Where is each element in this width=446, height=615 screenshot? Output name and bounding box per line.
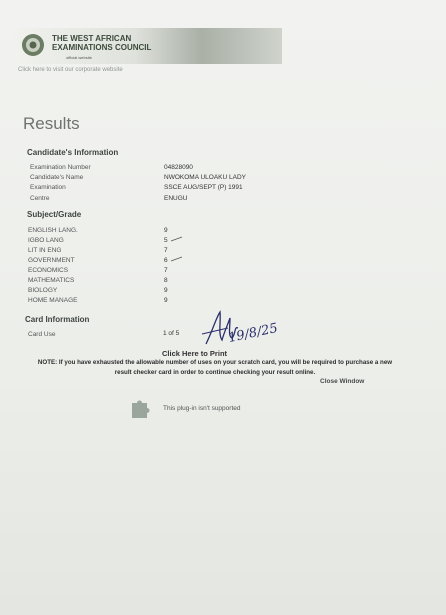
- subject-grade: 7: [164, 267, 168, 274]
- corporate-website-link[interactable]: Click here to visit our corporate website: [18, 67, 123, 73]
- subject-name: ECONOMICS: [28, 267, 69, 274]
- label-exam-number: Examination Number: [30, 164, 91, 171]
- org-name-line2: EXAMINATIONS COUNCIL: [52, 43, 152, 52]
- value-candidate-name: NWOKOMA ULOAKU LADY: [164, 174, 246, 181]
- org-name-line1: THE WEST AFRICAN: [52, 34, 132, 43]
- subject-grade: 5: [164, 237, 168, 244]
- subject-name: HOME MANAGE: [28, 297, 78, 304]
- subject-grade: 9: [164, 227, 168, 234]
- handwritten-tick-icon: [170, 256, 184, 262]
- value-centre: ENUGU: [164, 195, 188, 202]
- scratch-card-note: [32, 358, 398, 378]
- subject-name: MATHEMATICS: [28, 277, 75, 284]
- value-examination: SSCE AUG/SEPT (P) 1991: [164, 184, 243, 191]
- handwritten-tick-icon: [170, 236, 184, 242]
- org-tagline: official website: [66, 55, 92, 60]
- label-candidate-name: Candidate's Name: [30, 174, 84, 181]
- candidate-info-heading: Candidate's Information: [27, 148, 119, 157]
- page-title: Results: [23, 114, 80, 133]
- subject-grade: 6: [164, 257, 168, 264]
- value-exam-number: 04828090: [164, 164, 193, 171]
- subject-name: LIT IN ENG: [28, 247, 62, 254]
- label-centre: Centre: [30, 195, 50, 202]
- close-window-link[interactable]: Close Window: [320, 378, 365, 385]
- label-card-use: Card Use: [28, 331, 56, 338]
- subject-name: IGBO LANG: [28, 237, 64, 244]
- card-info-heading: Card Information: [25, 315, 90, 324]
- label-examination: Examination: [30, 184, 66, 191]
- value-card-use: 1 of 5: [163, 330, 180, 337]
- subject-name: BIOLOGY: [28, 287, 58, 294]
- subject-name: GOVERNMENT: [28, 257, 75, 264]
- subject-grade: 7: [164, 247, 168, 254]
- waec-logo-icon: [20, 32, 46, 58]
- subject-grade: 9: [164, 297, 168, 304]
- note-prefix: NOTE:: [37, 359, 58, 366]
- print-link[interactable]: Click Here to Print: [162, 349, 228, 358]
- subject-grade-heading: Subject/Grade: [27, 210, 82, 219]
- subject-grade: 8: [164, 277, 168, 284]
- plugin-unsupported-message: This plug-in isn't supported: [163, 405, 241, 412]
- subject-name: ENGLISH LANG.: [28, 227, 78, 234]
- org-name[interactable]: [52, 34, 172, 52]
- note-text: If you have exhausted the allowable number of uses on your scratch card, you will be required to purchase a new result checker card in order to continue checking your result online.: [58, 359, 393, 376]
- handwritten-date: 19/8/25: [226, 320, 280, 347]
- subject-grade: 9: [164, 287, 168, 294]
- puzzle-piece-icon: [128, 396, 152, 420]
